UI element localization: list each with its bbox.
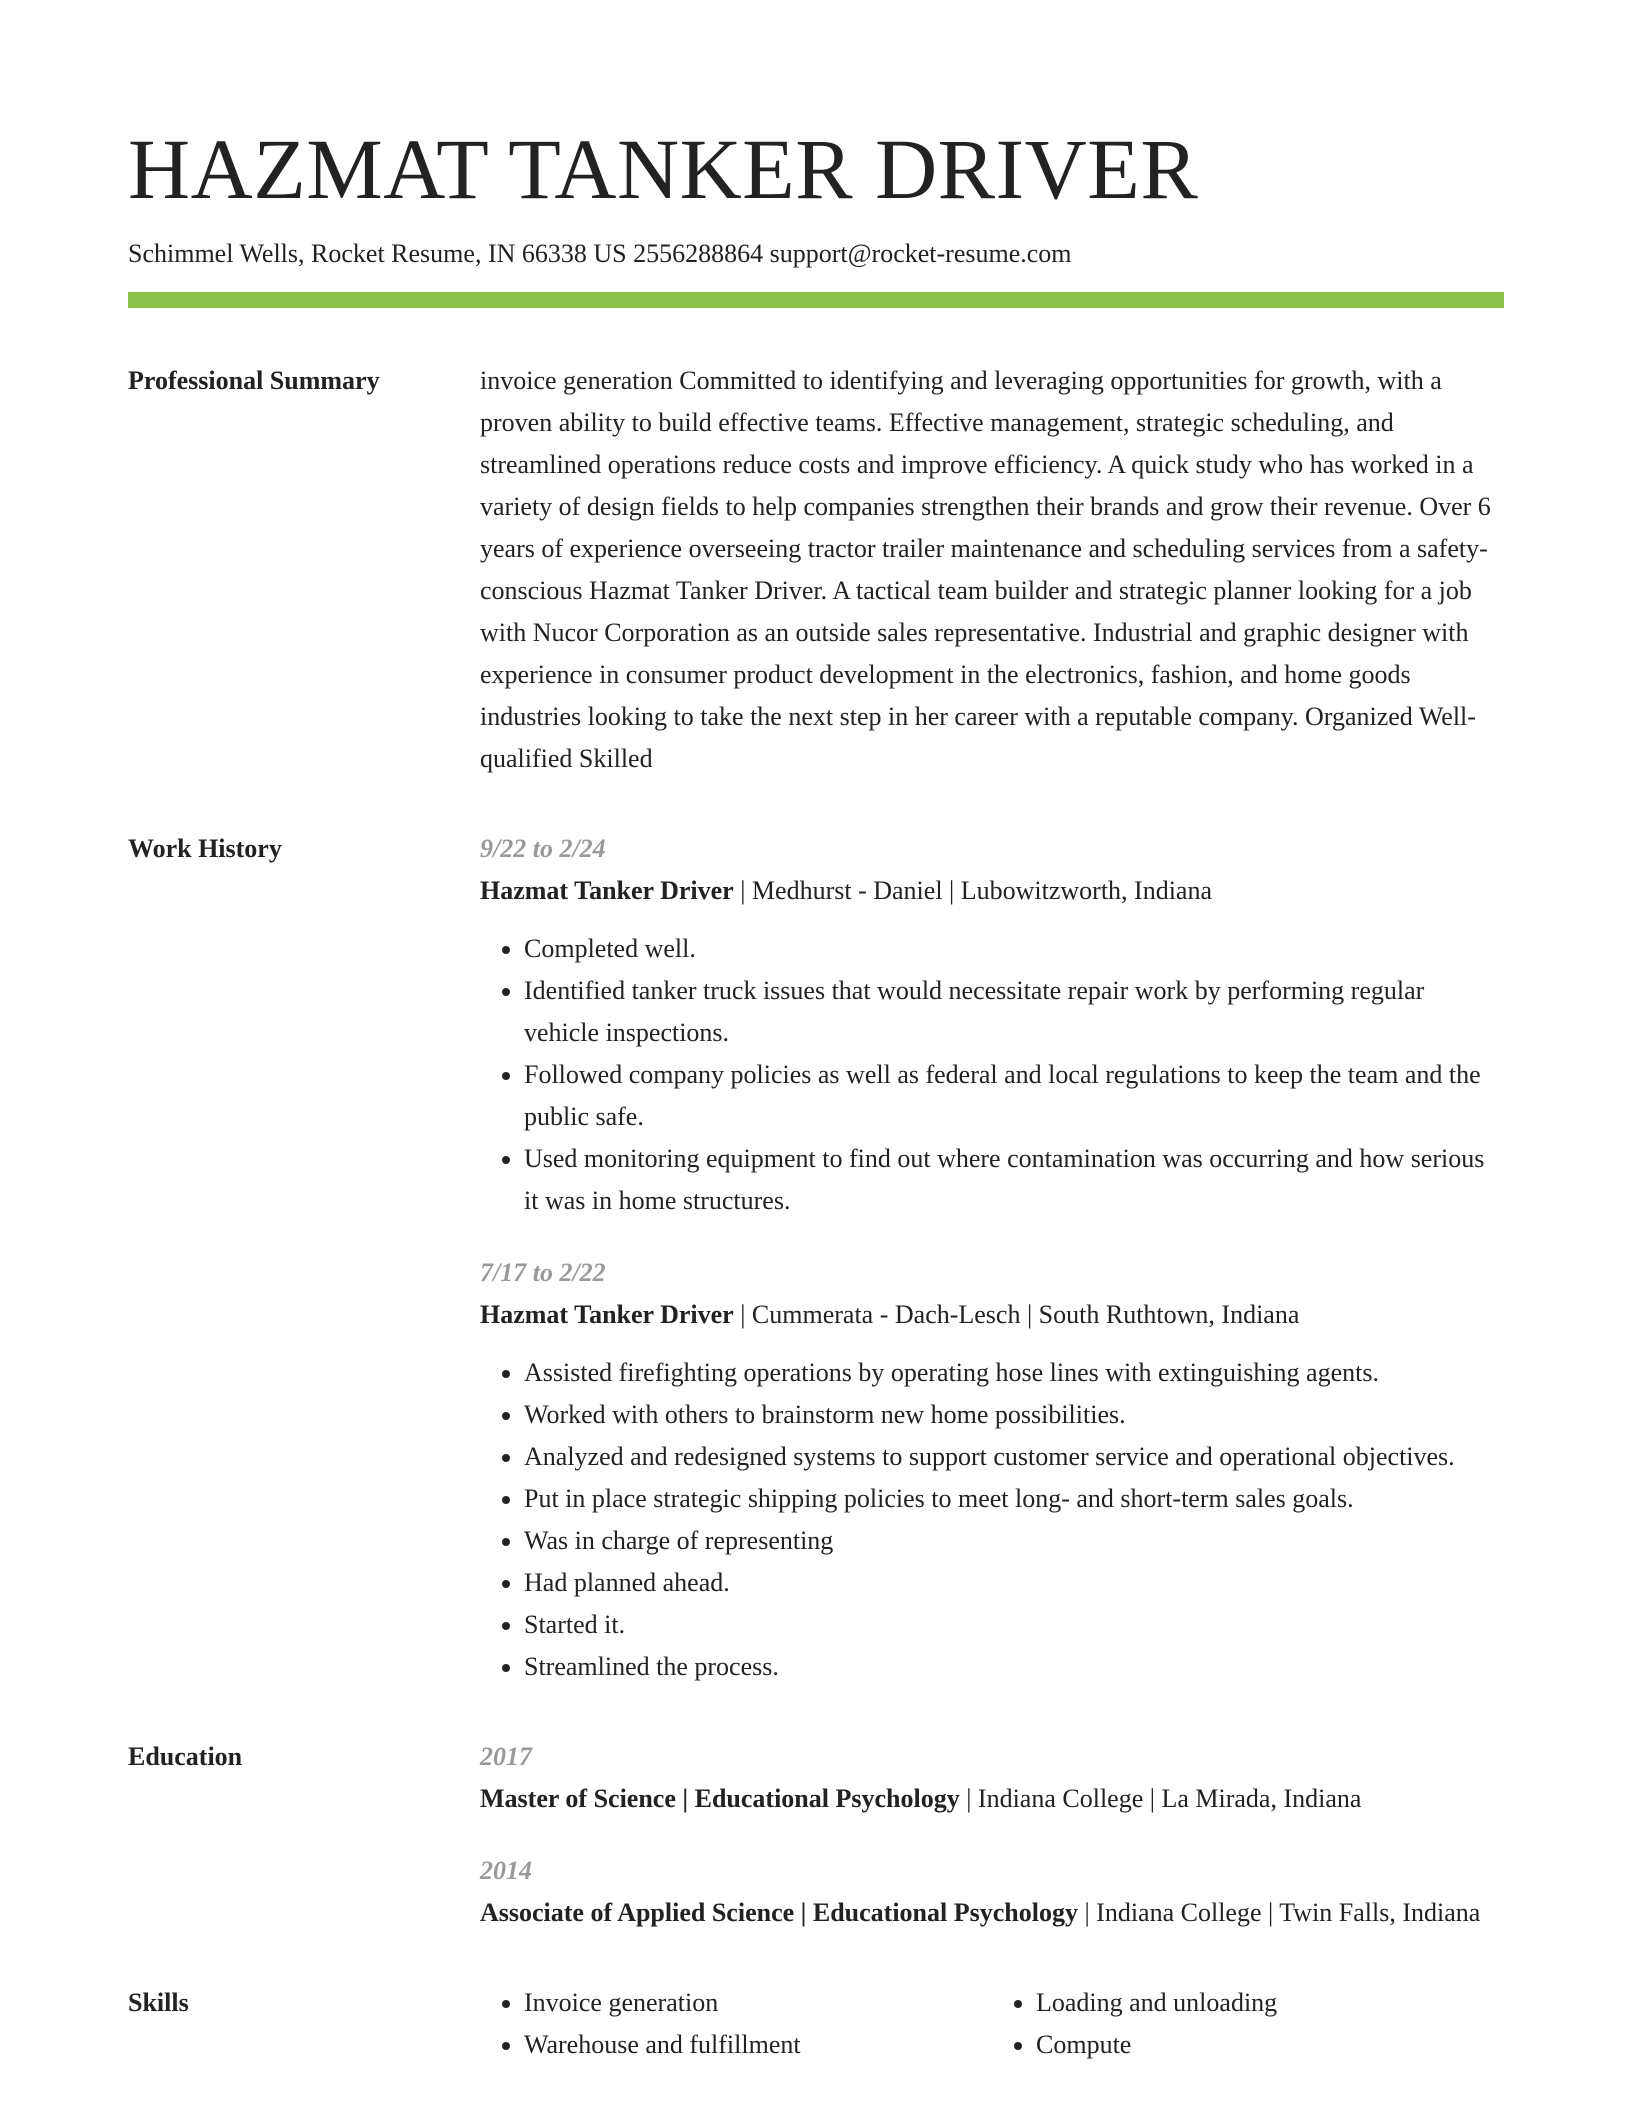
work-history-heading: Work History — [128, 834, 282, 863]
job-duty: • Put in place strategic shipping policies to meet long- and short-term sales goals. — [524, 1478, 1504, 1520]
skills-body — [480, 1982, 1504, 2066]
job-duty: • Had planned ahead. — [524, 1562, 1504, 1604]
education-heading: Education — [128, 1742, 243, 1771]
contact-phone: 2556288864 — [633, 239, 764, 268]
job-dates: 7/17 to 2/22 — [480, 1258, 606, 1287]
job-duty: • Completed well. — [524, 928, 1504, 970]
job-duty: • Used monitoring equipment to find out where contamination was occurring and how serious it was in home structures. — [524, 1138, 1504, 1222]
job-title: Hazmat Tanker Driver — [480, 1300, 734, 1329]
job-entry — [480, 828, 1504, 1222]
education-details: | Indiana College | Twin Falls, Indiana — [1077, 1898, 1481, 1927]
job-duty: • Identified tanker truck issues that would necessitate repair work by performing regular vehicle inspections. — [524, 970, 1504, 1054]
education-line — [480, 1892, 1504, 1934]
education-degree: Master of Science | Educational Psychology — [480, 1784, 960, 1813]
skills-heading: Skills — [128, 1988, 189, 2017]
summary-body — [480, 360, 1504, 780]
job-duty: • Analyzed and redesigned systems to support customer service and operational objectives. — [524, 1436, 1504, 1478]
skills-list-left — [480, 1982, 992, 2066]
summary-heading: Professional Summary — [128, 366, 380, 395]
job-duty: • Streamlined the process. — [524, 1646, 1504, 1688]
contact-address: Schimmel Wells, Rocket Resume, IN 66338 US — [128, 239, 627, 268]
skill-item: • Warehouse and fulfillment — [524, 2024, 992, 2066]
job-details: | Cummerata - Dach-Lesch | South Ruthtown, Indiana — [733, 1300, 1300, 1329]
job-duty: • Assisted firefighting operations by operating hose lines with extinguishing agents. — [524, 1352, 1504, 1394]
education-entry — [480, 1850, 1504, 1934]
skill-item: • Invoice generation — [524, 1982, 992, 2024]
job-duties — [480, 928, 1504, 1222]
work-history-body — [480, 828, 1504, 1688]
summary-text: invoice generation Committed to identifying and leveraging opportunities for growth, with a proven ability to build effective teams. Effective management, strategic scheduling, and streamlined operations reduce costs and improve efficiency. A quick study who has worked in a variety of design fields to help companies strengthen their brands and grow their revenue. Over 6 years of experience overseeing tractor trailer maintenance and scheduling services from a safety-conscious Hazmat Tanker Driver. A tactical team builder and strategic planner looking for a job with Nucor Corporation as an outside sales representative. Industrial and graphic designer with experience in consumer product development in the electronics, fashion, and home goods industries looking to take the next step in her career with a reputable company. Organized Well-qualified Skilled — [480, 366, 1491, 773]
education-body — [480, 1736, 1504, 1934]
contact-email: support@rocket-resume.com — [769, 239, 1072, 268]
job-dates: 9/22 to 2/24 — [480, 834, 606, 863]
job-duty: • Started it. — [524, 1604, 1504, 1646]
candidate-name: HAZMAT TANKER DRIVER — [128, 121, 1199, 217]
job-duty: • Worked with others to brainstorm new home possibilities. — [524, 1394, 1504, 1436]
education-year: 2014 — [480, 1856, 532, 1885]
job-duties — [480, 1352, 1504, 1688]
job-duty: • Was in charge of representing — [524, 1520, 1504, 1562]
job-title-line — [480, 1294, 1504, 1336]
job-duty: • Followed company policies as well as federal and local regulations to keep the team and the public safe. — [524, 1054, 1504, 1138]
education-entry — [480, 1736, 1504, 1820]
skills-section — [128, 1982, 1504, 2066]
education-year: 2017 — [480, 1742, 532, 1771]
education-line — [480, 1778, 1504, 1820]
job-entry — [480, 1252, 1504, 1688]
skill-item: • Compute — [1036, 2024, 1504, 2066]
skill-item: • Loading and unloading — [1036, 1982, 1504, 2024]
contact-line — [128, 236, 1504, 272]
job-title-line — [480, 870, 1504, 912]
education-degree: Associate of Applied Science | Educational Psychology — [480, 1898, 1078, 1927]
summary-section — [128, 360, 1504, 780]
education-details: | Indiana College | La Mirada, Indiana — [959, 1784, 1362, 1813]
education-section — [128, 1736, 1504, 1934]
skills-list-right — [992, 1982, 1504, 2066]
work-history-section — [128, 828, 1504, 1688]
header-divider — [128, 292, 1504, 308]
job-title: Hazmat Tanker Driver — [480, 876, 734, 905]
job-details: | Medhurst - Daniel | Lubowitzworth, Indiana — [733, 876, 1213, 905]
